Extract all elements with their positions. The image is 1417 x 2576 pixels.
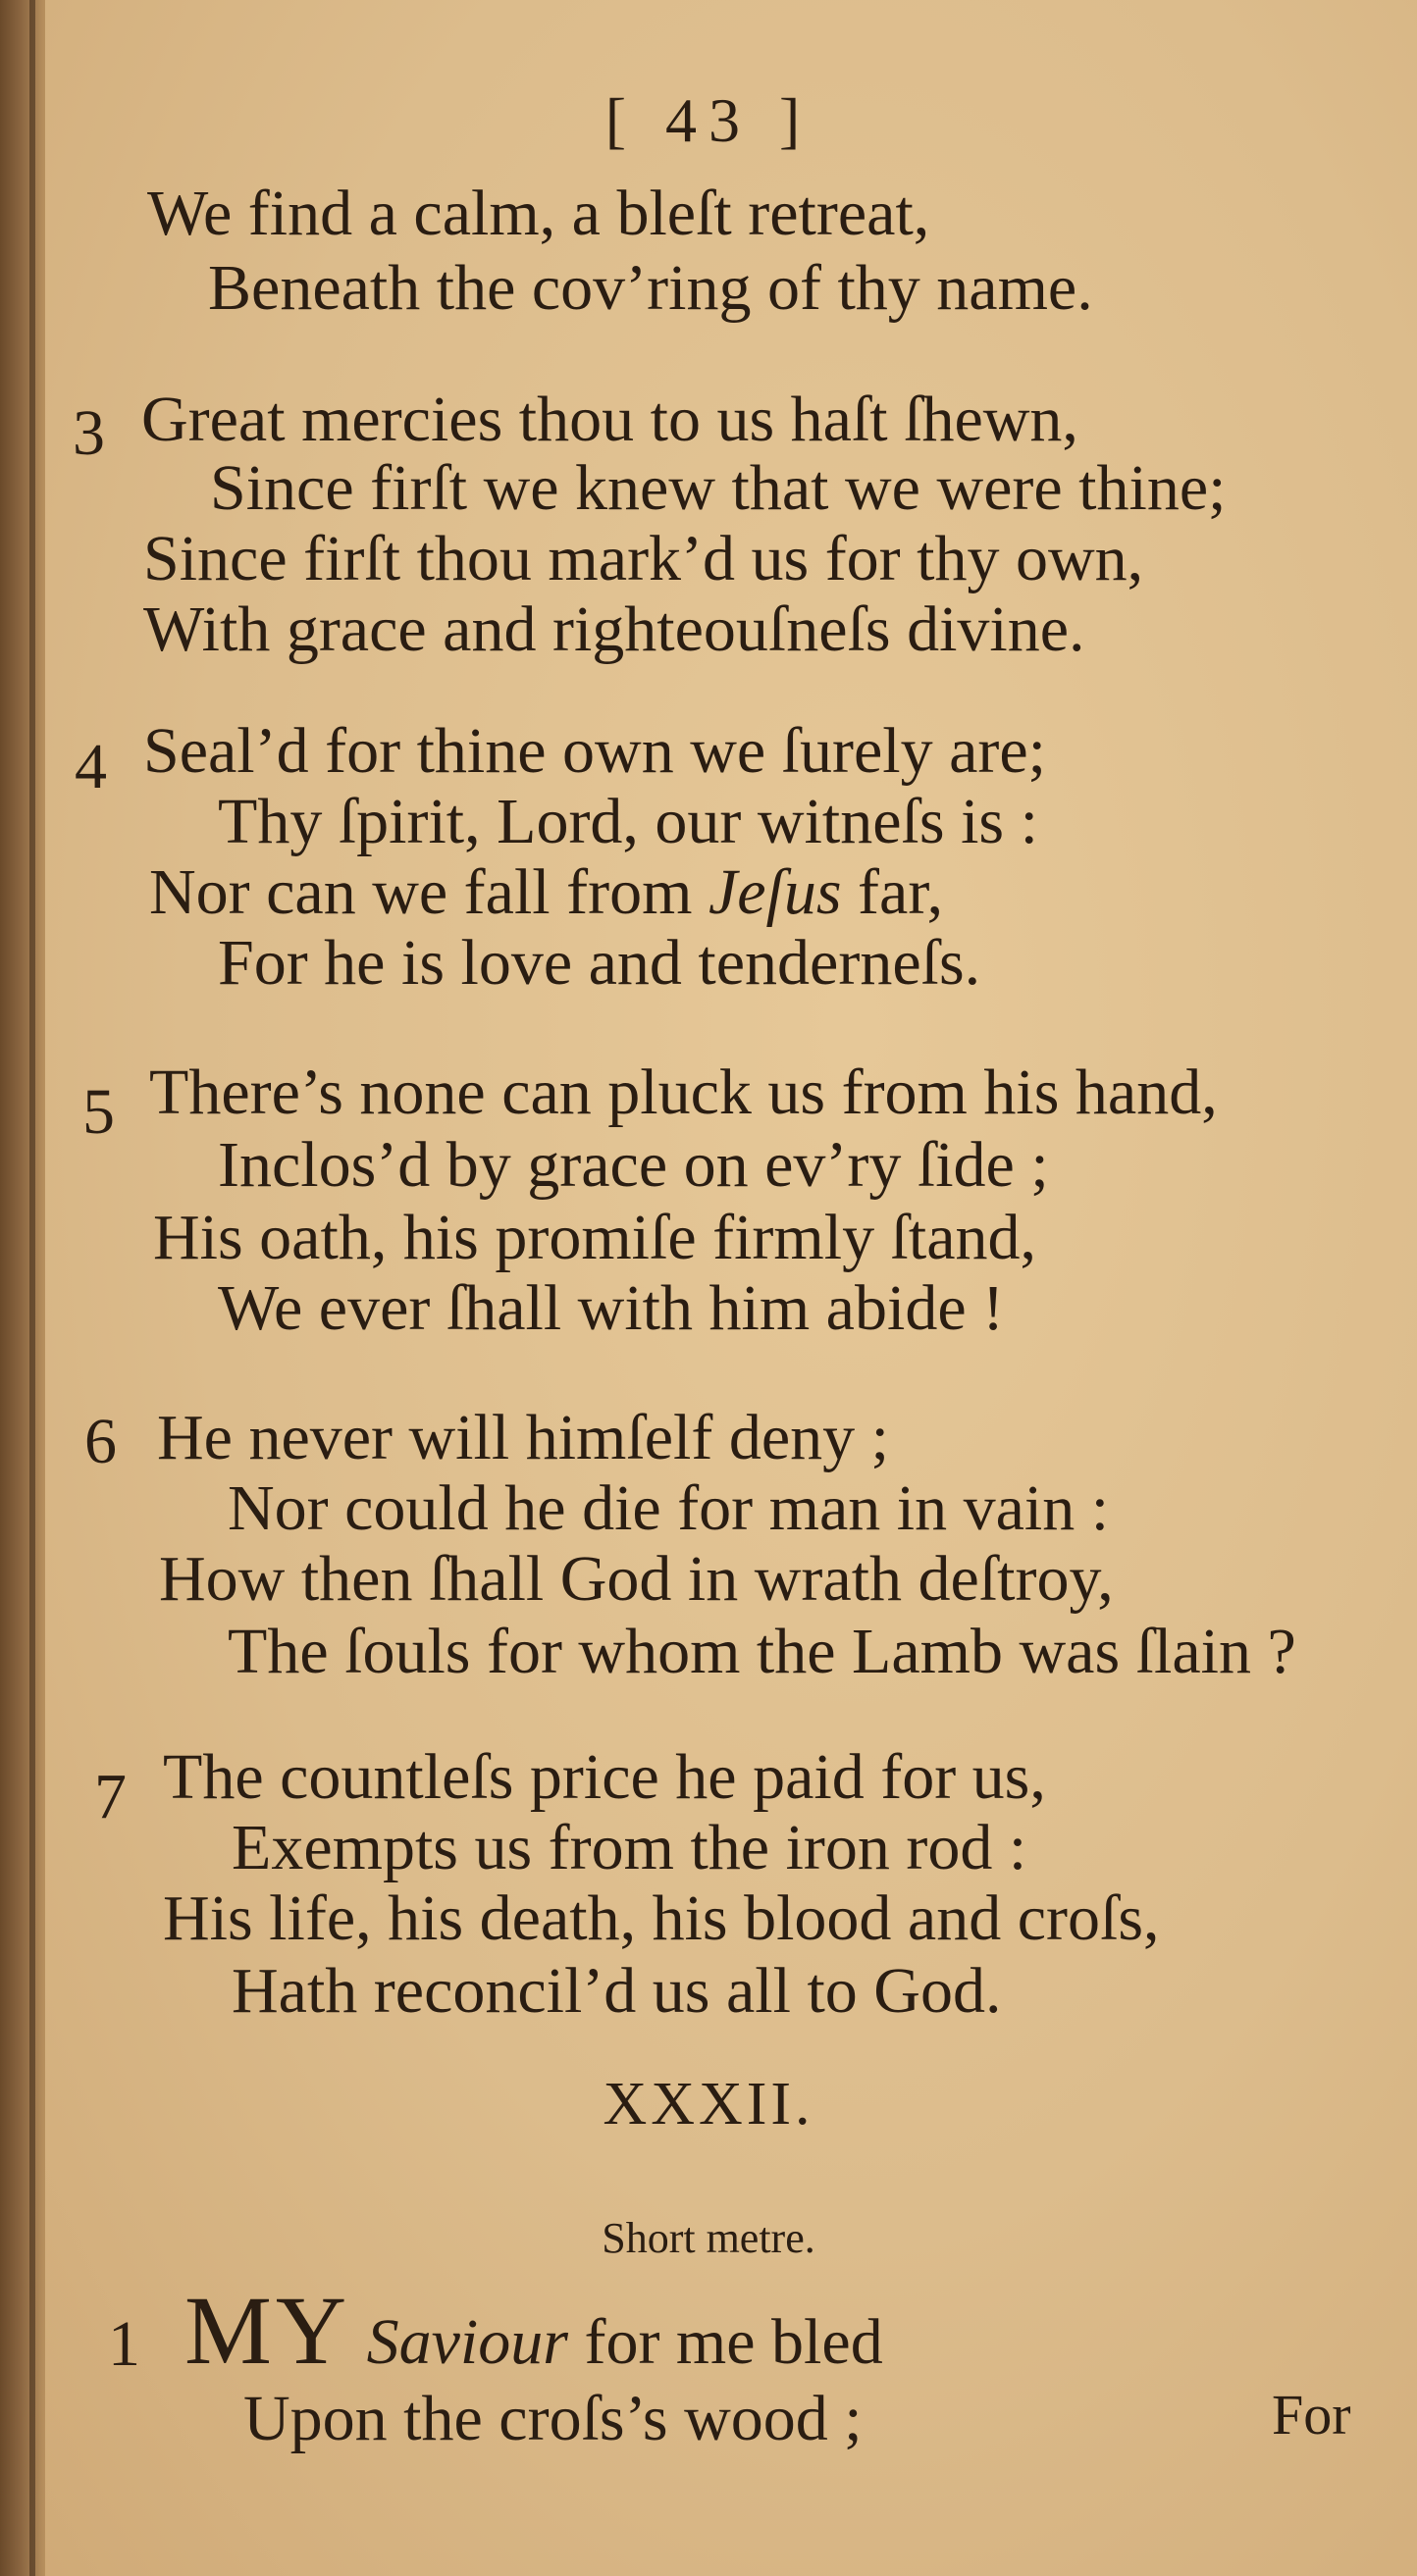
verse-line: Beneath the cov’ring of thy name. [208,252,1093,324]
stanza-number: 7 [94,1761,127,1832]
book-gutter [0,0,45,2576]
gutter-shadow [29,0,35,2576]
verse-line: The ſouls for whom the Lamb was ſlain ? [228,1616,1296,1687]
verse-line: He never will himſelf deny ; [157,1402,889,1473]
verse-line: There’s none can pluck us from his hand, [149,1056,1218,1128]
verse-line [184,2274,883,2387]
stanza-number: 5 [82,1076,115,1148]
verse-line: Inclos’d by grace on ev’ry ſide ; [218,1129,1049,1201]
verse-line: We find a calm, a bleſt retreat, [147,178,930,249]
verse-line: How then ſhall God in wrath deſtroy, [159,1543,1114,1615]
verse-line: Hath reconcil’d us all to God. [232,1955,1002,2027]
page-number: [ 43 ] [604,85,813,155]
verse-line-end: for me bled [584,2306,883,2378]
verse-line: Great mercies thou to us haſt ſhewn, [141,384,1078,455]
verse-line: Since firſt thou mark’d us for thy own, [143,523,1144,594]
hymn-metre: Short metre. [602,2214,815,2262]
verse-line: Nor could he die for man in vain : [228,1472,1110,1544]
verse-line: We ever ſhall with him abide ! [218,1272,1005,1344]
italic-name: Saviour [366,2306,568,2378]
verse-line: His oath, his promiſe firmly ſtand, [153,1202,1037,1273]
verse-line-start: Nor can we fall from [149,856,693,928]
verse-line: Exempts us from the iron rod : [232,1812,1027,1883]
stanza-number: 4 [75,731,107,802]
verse-line [149,855,943,930]
verse-line: His life, his death, his blood and croſs, [163,1882,1160,1954]
verse-line-end: far, [858,856,944,928]
verse-line: For he is love and tenderneſs. [218,927,981,999]
verse-line: Since firſt we knew that we were thine; [210,452,1227,524]
stanza-number: 3 [73,397,105,469]
verse-line: Upon the croſs’s wood ; [243,2383,863,2454]
verse-line: Seal’d for thine own we ſurely are; [143,715,1047,787]
stanza-number: 1 [108,2308,140,2380]
catchword: For [1272,2383,1351,2447]
verse-line: With grace and righteouſneſs divine. [143,593,1085,665]
stanza-number: 6 [84,1406,117,1477]
verse-line: Thy ſpirit, Lord, our witneſs is : [218,786,1038,857]
italic-name: Jeſus [708,856,842,928]
drop-initial: MY [184,2276,351,2385]
hymn-number: XXXII. [603,2071,814,2138]
verse-line: The countleſs price he paid for us, [163,1741,1046,1813]
